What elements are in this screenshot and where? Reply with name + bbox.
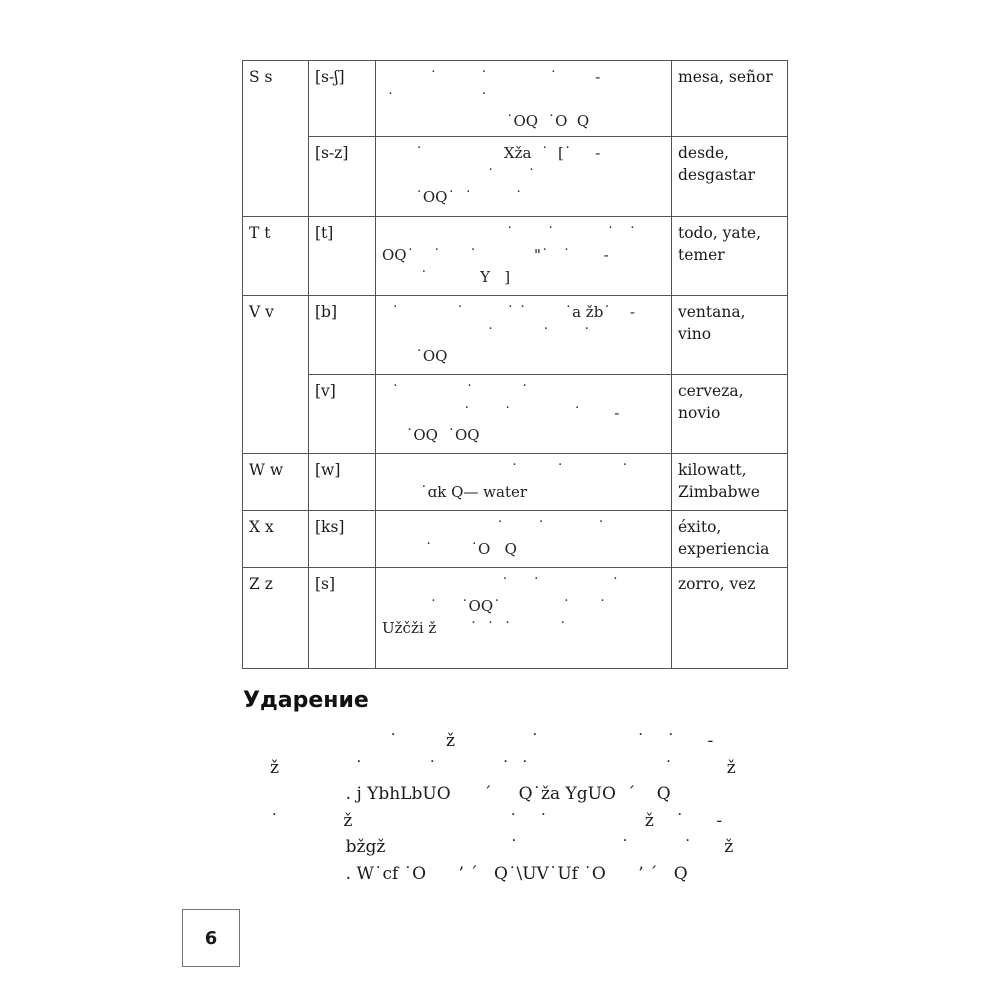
description-cell bbox=[376, 511, 672, 568]
letter-cell: W w bbox=[243, 454, 309, 511]
description-line: ˙OQ ˙OQ bbox=[382, 426, 480, 444]
description-cell bbox=[376, 61, 672, 137]
paragraph-line: ˙ ž ˙ ˙ ˙ - bbox=[243, 731, 714, 751]
description-line: ˙ Y ] bbox=[382, 268, 511, 286]
paragraph-line: bžgž ˙ ˙ ˙ ž bbox=[243, 837, 734, 857]
description-line: ˙OQ˙ ˙ ˙ bbox=[382, 188, 523, 206]
description-line: OQ˙ ˙ ˙ "˙ ˙ - bbox=[382, 246, 609, 264]
examples-cell: ventana, vino bbox=[672, 296, 788, 375]
paragraph-line: . j YbhLbUO ´ Q˙ža YgUO ´ Q bbox=[243, 784, 671, 804]
sound-cell: [ks] bbox=[309, 511, 376, 568]
description-cell bbox=[376, 296, 672, 375]
table-row bbox=[243, 137, 788, 217]
examples-cell: kilowatt, Zimbabwe bbox=[672, 454, 788, 511]
description-line: ˙ ˙ ˙ bbox=[382, 461, 629, 479]
examples-cell: mesa, señor bbox=[672, 61, 788, 137]
letter-cell: S s bbox=[243, 61, 309, 217]
description-cell bbox=[376, 568, 672, 669]
description-line: ˙ ˙ ˙ bbox=[382, 575, 620, 593]
examples-cell: éxito, experiencia bbox=[672, 511, 788, 568]
sound-cell: [s-z] bbox=[309, 137, 376, 217]
sound-cell: [v] bbox=[309, 375, 376, 454]
sound-cell: [s] bbox=[309, 568, 376, 669]
letter-cell: X x bbox=[243, 511, 309, 568]
examples-cell: zorro, vez bbox=[672, 568, 788, 669]
description-line: ˙ Xža ˙ [˙ - bbox=[382, 144, 601, 162]
description-line: ˙ ˙ ˙ - bbox=[382, 68, 601, 86]
description-line: Užčži ž ˙ ˙ ˙ ˙ bbox=[382, 619, 567, 637]
description-line: ˙OQ ˙O Q bbox=[382, 112, 590, 130]
description-cell bbox=[376, 137, 672, 217]
description-line: ˙ɑk Q— water bbox=[382, 483, 528, 501]
table-row bbox=[243, 454, 788, 511]
sound-cell: [w] bbox=[309, 454, 376, 511]
table-row bbox=[243, 568, 788, 669]
sound-cell: [b] bbox=[309, 296, 376, 375]
paragraph-line: ˙ ž ˙ ˙ ž ˙ - bbox=[243, 810, 723, 831]
stress-paragraph bbox=[243, 728, 795, 887]
sound-cell: [s-ʃ] bbox=[309, 61, 376, 137]
paragraph-line: ž ˙ ˙ ˙ ˙ ˙ ž bbox=[243, 757, 736, 778]
description-cell bbox=[376, 454, 672, 511]
examples-cell: cerveza, novio bbox=[672, 375, 788, 454]
page-number: 6 bbox=[182, 909, 240, 967]
description-line: ˙ ˙ bbox=[382, 90, 488, 108]
letter-cell: Z z bbox=[243, 568, 309, 669]
paragraph-line: . W˙cf ˙O ’ ´ Q˙\UV˙Uf ˙O ’ ´ Q bbox=[243, 863, 688, 884]
description-line: ˙OQ bbox=[382, 347, 448, 365]
description-line: ˙ ˙ ˙ - bbox=[382, 404, 620, 422]
letter-cell: V v bbox=[243, 296, 309, 454]
table-row bbox=[243, 217, 788, 296]
description-line: ˙ ˙ ˙ bbox=[382, 382, 529, 400]
description-line: ˙ ˙ ˙ ˙ ˙a žb˙ - bbox=[382, 303, 635, 321]
description-line: ˙ ˙OQ˙ ˙ ˙ bbox=[382, 597, 607, 615]
table-row bbox=[243, 375, 788, 454]
examples-cell: desde, desgastar bbox=[672, 137, 788, 217]
section-heading: Ударение bbox=[243, 688, 369, 713]
table-row bbox=[243, 511, 788, 568]
phonetics-table bbox=[242, 60, 788, 669]
description-line: ˙ ˙ bbox=[382, 166, 536, 184]
description-line: ˙ ˙O Q bbox=[382, 540, 517, 558]
sound-cell: [t] bbox=[309, 217, 376, 296]
description-cell bbox=[376, 217, 672, 296]
table-row bbox=[243, 61, 788, 137]
description-line: ˙ ˙ ˙ bbox=[382, 518, 605, 536]
letter-cell: T t bbox=[243, 217, 309, 296]
table-row bbox=[243, 296, 788, 375]
description-line: ˙ ˙ ˙ bbox=[382, 325, 591, 343]
examples-cell: todo, yate, temer bbox=[672, 217, 788, 296]
description-cell bbox=[376, 375, 672, 454]
description-line: ˙ ˙ ˙ ˙ bbox=[382, 224, 637, 242]
